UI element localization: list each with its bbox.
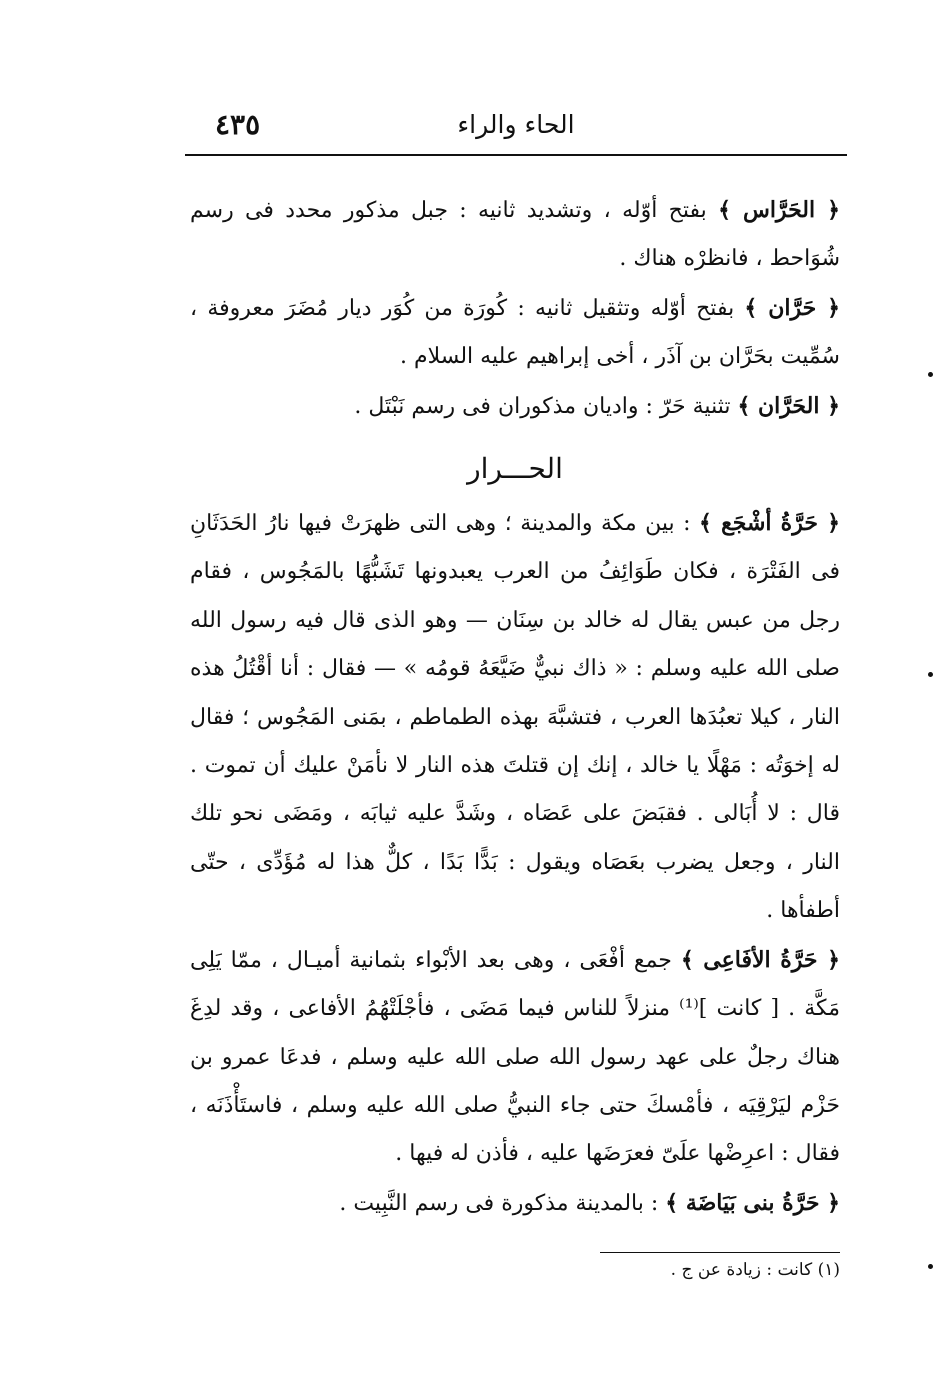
- running-title: الحاء والراء: [457, 110, 575, 139]
- main-text: [190, 186, 840, 1228]
- entry-harran: [190, 284, 840, 382]
- entry-term: ﴿ حَرَّةُ بنى بَيَاضَة ﴾: [665, 1189, 840, 1216]
- entry-harras: [190, 186, 840, 284]
- page-number: ٤٣٥: [215, 108, 261, 141]
- footnote-rule: [600, 1252, 840, 1253]
- footnote: (١) كانت : زيادة عن ج .: [670, 1260, 840, 1280]
- page-header: [185, 108, 847, 148]
- entry-text: بفتح أوّله ، وتشديد ثانيه : جبل مذكور محدد فى رسم شُوَاحط ، فانظرْه هناك .: [190, 198, 840, 272]
- margin-mark: [928, 672, 933, 677]
- entry-term: ﴿ الحَرَّان ﴾: [737, 392, 840, 419]
- entry-term: ﴿ حَرَّةُ الأفَاعِى ﴾: [680, 946, 840, 973]
- entry-text: تثنية حَرّ : واديان مذكوران فى رسم نَبْتَل .: [354, 393, 738, 419]
- entry-harrat-afai: [190, 936, 840, 1179]
- entry-alharran: [190, 382, 840, 431]
- margin-mark: [928, 372, 933, 377]
- entry-text: : بين مكة والمدينة ؛ وهى التى ظهرَتْ فيها نارُ الحَدَثَانِ فى الفَتْرَة ، فكان طَوَائِفُ من العرب يعبدونها تَشَبُّهًا بالمَجُوس ، فقام رجل من عبس يقال له خالد بن سِنَان — وهو الذى قال فيه رسول الله صلى الله عليه وسلم : « ذاك نبيٌّ ضَيَّعَهُ قومُه » — فقال : أنا أقْتُلُ هذه النار ، كيلا تعبُدَها العرب ، فتشبَّهَ بهذه الطماطم ، بمَنى المَجُوس ؛ فقال له إخوَتُه : مَهْلًا يا خالد ، إنك إن قتلتَ هذه النار لا نأمَنْ عليك أن تموت . قال : لا أُبَالى . فقبَضَ على عَصَاه ، وشَدَّ عليه ثيابَه ، ومَضَى نحو تلك النار ، وجعل يضرب بعَصَاه ويقول : بَدًّا بَدًا ، كلٌّ هذا له مُؤَدِّى ، حتّى أطفأها .: [190, 511, 840, 924]
- entry-harrat-ashja: [190, 499, 840, 936]
- margin-mark: [928, 1264, 933, 1269]
- entry-term: ﴿ حَرَّةُ أشْجَع ﴾: [699, 510, 840, 537]
- entry-text: جمع أفْعَى ، وهى بعد الأبْواء بثمانية أميـال ، ممّا يَلِى مَكَّة . [ كانت ]⁽¹⁾ منزلاً للناس فيما مَضَى ، فأجْلَتْهُمُ الأفاعى ، وقد لدِغَ هناك رجلٌ على عهد رسول الله صلى الله عليه وسلم ، فدعَا عمرو بن حَزْم ليَرْقِيَه ، فأمْسكَ حتى جاء النبيُّ صلى الله عليه وسلم ، فاستَأْذَنَه ، فقال : اعرِضْها علَىّ فعرَضَها عليه ، فأذن له فيها .: [190, 947, 840, 1167]
- section-heading: الحـــرار: [467, 452, 563, 486]
- entry-text: : بالمدينة مذكورة فى رسم النَّبِيت .: [339, 1190, 666, 1216]
- header-rule: [185, 154, 847, 156]
- entry-text: بفتح أوّله وتثقيل ثانيه : كُورَة من كُوَر ديار مُضَرَ معروفة ، سُمِّيت بحَرَّان بن آذَر ، أخى إبراهيم عليه السلام .: [190, 295, 840, 370]
- entry-harrat-bayada: [190, 1179, 840, 1228]
- entry-term: ﴿ حَرَّان ﴾: [744, 294, 840, 321]
- entry-term: ﴿ الحَرَّاس ﴾: [718, 197, 840, 223]
